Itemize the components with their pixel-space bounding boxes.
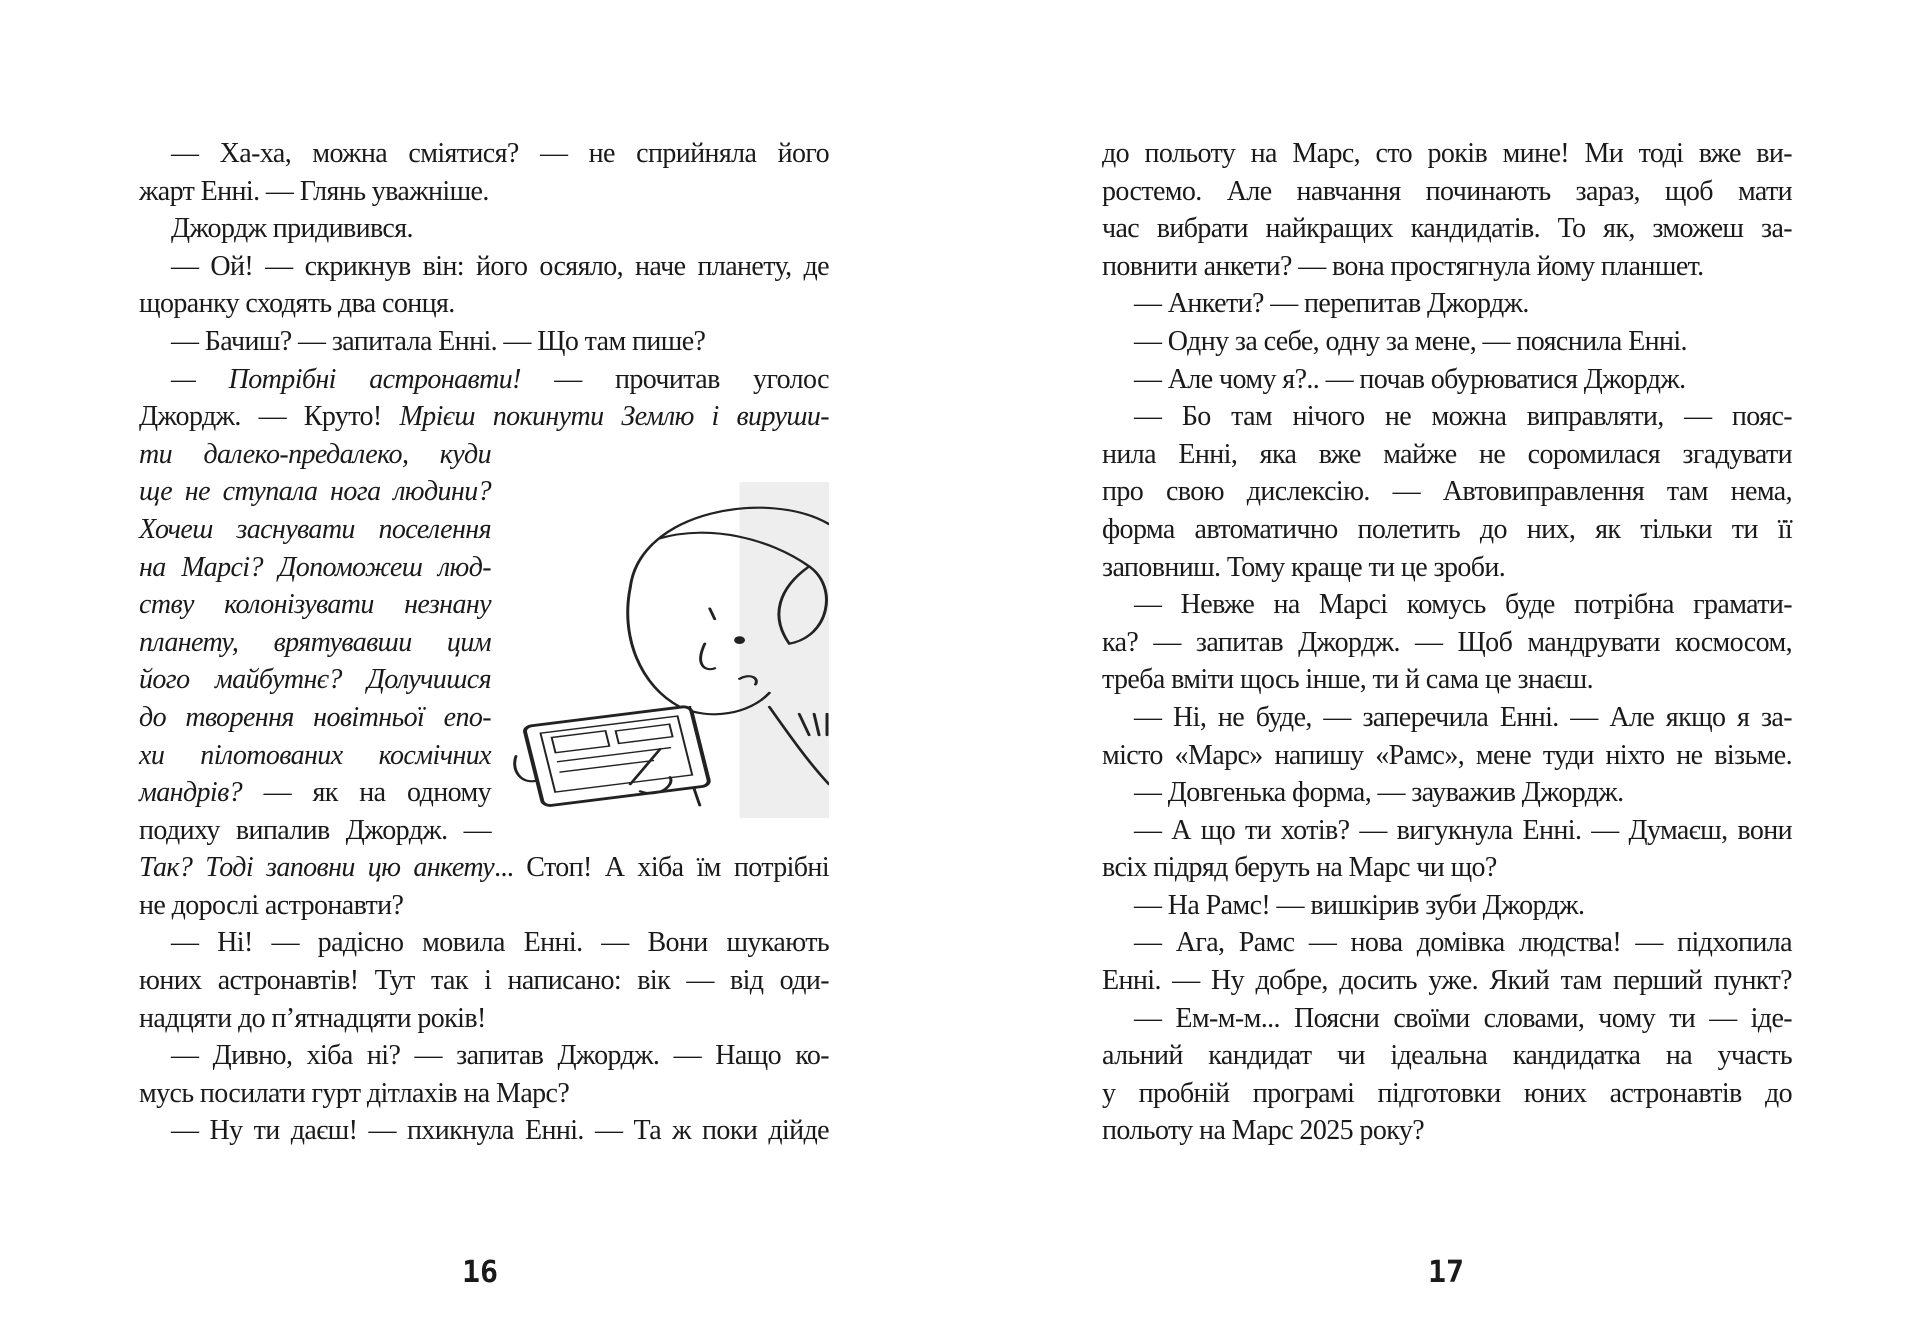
text-segment: — Бо там нічого не можна виправляти, — пояс-	[1134, 401, 1792, 433]
text-segment: ростемо. Але навчання починають зараз, щоб мати	[1102, 175, 1792, 207]
text-segment: про свою дислексію. — Автовиправлення там нема,	[1102, 476, 1792, 508]
text-line	[1102, 699, 1792, 737]
text-line	[139, 586, 491, 624]
text-segment: — прочитав уголос	[520, 363, 829, 395]
text-segment: — Ха-ха, можна сміятися? — не сприйняла його	[171, 138, 829, 169]
text-segment: — Довгенька форма, — зауважив Джордж.	[1134, 777, 1624, 809]
text-segment: час вибрати найкращих кандидатів. То як, зможеш за-	[1102, 213, 1792, 245]
text-segment: мандрів?	[139, 777, 243, 809]
text-line	[1102, 812, 1792, 850]
text-line	[1102, 962, 1792, 1000]
text-segment: — Одну за себе, одну за мене, — пояснила Енні.	[1134, 325, 1687, 357]
text-segment: ... Стоп! А хіба їм потрібні	[494, 852, 829, 884]
text-line	[1102, 285, 1792, 323]
text-segment: на Марсі? Допоможеш люд-	[139, 551, 491, 583]
text-segment: до польоту на Марс, сто років мине! Ми тоді вже ви-	[1102, 138, 1792, 169]
text-segment: — Ой! — скрикнув він: його осяяло, наче планету, де	[171, 250, 829, 282]
girl-with-tablet-illustration	[511, 482, 829, 818]
text-segment: треба вміти щось інше, ти й сама це знаєш.	[1102, 664, 1593, 696]
text-segment: —	[171, 363, 229, 395]
text-segment: не дорослі астронавти?	[139, 889, 404, 921]
text-segment: — Бачиш? — запитала Енні. — Що там пише?	[171, 325, 706, 357]
text-line	[139, 661, 491, 699]
text-segment: Потрібні астронавти!	[228, 363, 521, 395]
text-line	[1102, 398, 1792, 436]
text-line	[139, 285, 829, 323]
text-line	[1102, 436, 1792, 474]
text-line	[139, 887, 829, 925]
text-segment: — А що ти хотів? — вигукнула Енні. — Думаєш, вони	[1134, 814, 1792, 846]
text-line	[139, 962, 829, 1000]
text-line	[139, 436, 491, 474]
text-line	[139, 398, 829, 436]
text-segment: — Анкети? — перепитав Джордж.	[1134, 288, 1529, 320]
text-line	[1102, 924, 1792, 962]
text-segment: — Ем-м-м... Поясни своїми словами, чому ти — іде-	[1134, 1002, 1792, 1034]
text-line	[1102, 248, 1792, 286]
text-line	[139, 1037, 829, 1075]
text-line	[139, 699, 491, 737]
text-segment: юних астронавтів! Тут так і написано: вік — від оди-	[139, 965, 829, 997]
text-segment: — Але чому я?.. — почав обурюватися Джордж.	[1134, 363, 1686, 395]
text-segment: — Дивно, хіба ні? — запитав Джордж. — Нащо ко-	[171, 1040, 829, 1072]
text-line	[1102, 511, 1792, 549]
text-segment: форма автоматично полетить до них, як тільки ти її	[1102, 513, 1792, 545]
text-line	[139, 549, 491, 587]
text-line	[1102, 774, 1792, 812]
text-line	[1102, 661, 1792, 699]
text-segment: Так? Тоді заповни цю анкету	[139, 852, 495, 884]
text-line	[139, 924, 829, 962]
text-line	[139, 774, 491, 812]
text-segment: його майбутнє? Долучишся	[139, 664, 491, 696]
text-segment: — Ні! — радісно мовила Енні. — Вони шукають	[171, 927, 829, 959]
text-segment: Джордж. — Круто!	[139, 401, 400, 433]
text-segment: жарт Енні. — Глянь уважніше.	[139, 175, 489, 207]
text-segment: мусь посилати гурт дітлахів на Марс?	[139, 1077, 570, 1109]
text-segment: заповниш. Тому краще ти це зроби.	[1102, 551, 1506, 583]
text-segment: Джордж придивився.	[171, 213, 413, 245]
text-line	[139, 473, 491, 511]
text-line	[139, 1000, 829, 1038]
text-segment: Енні. — Ну добре, досить уже. Який там перший пункт?	[1102, 965, 1792, 997]
text-segment: у пробній програмі підготовки юних астронавтів до	[1102, 1077, 1792, 1109]
text-line	[1102, 323, 1792, 361]
text-segment: — Ну ти даєш! — пхикнула Енні. — Та ж поки дійде	[171, 1115, 829, 1147]
text-segment: ще не ступала нога людини?	[139, 476, 491, 508]
text-segment: альний кандидат чи ідеальна кандидатка на участь	[1102, 1040, 1792, 1072]
text-line	[1102, 1037, 1792, 1075]
text-line	[1102, 473, 1792, 511]
text-line	[139, 248, 829, 286]
text-line	[1102, 210, 1792, 248]
text-segment: — Ага, Рамс — нова домівка людства! — підхопила	[1134, 927, 1792, 959]
text-line	[139, 849, 829, 887]
text-line	[1102, 173, 1792, 211]
text-segment: — На Рамс! — вишкірив зуби Джордж.	[1134, 889, 1585, 921]
text-line	[139, 1112, 829, 1150]
text-line	[1102, 849, 1792, 887]
text-segment: повнити анкети? — вона простягнула йому планшет.	[1102, 250, 1704, 282]
text-segment: щоранку сходять два сонця.	[139, 288, 455, 320]
page-number-left: 16	[462, 1255, 499, 1290]
text-segment: ству колонізувати незнану	[139, 589, 491, 621]
text-line	[139, 210, 829, 248]
text-segment: ка? — запитав Джордж. — Щоб мандрувати космосом,	[1102, 626, 1792, 658]
text-line	[1102, 1075, 1792, 1113]
page-number-right: 17	[1428, 1255, 1465, 1290]
text-segment: — як на одному	[242, 777, 491, 809]
text-segment: хи пілотованих космічних	[139, 739, 491, 771]
text-segment: Хочеш заснувати поселення	[139, 513, 491, 545]
text-line	[139, 173, 829, 211]
text-segment: нила Енні, яка вже майже не соромилася згадувати	[1102, 438, 1792, 470]
text-line	[1102, 586, 1792, 624]
text-segment: — Невже на Марсі комусь буде потрібна грамати-	[1134, 589, 1792, 621]
text-line	[139, 1075, 829, 1113]
text-line	[1102, 887, 1792, 925]
text-segment: надцяти до п’ятнадцяти років!	[139, 1002, 486, 1034]
text-segment: місто «Марс» напишу «Рамс», мене туди ніхто не візьме.	[1102, 739, 1792, 771]
right-page-text	[1102, 135, 1792, 1150]
text-line	[1102, 549, 1792, 587]
text-segment: польоту на Марс 2025 року?	[1102, 1115, 1425, 1147]
text-segment: планету, врятувавши цим	[139, 626, 491, 658]
text-line	[1102, 624, 1792, 662]
text-segment: Мрієш покинути Землю і вируши-	[399, 401, 829, 433]
text-line	[139, 135, 829, 173]
text-line	[139, 812, 491, 850]
text-segment: до творення новітньої епо-	[139, 701, 491, 733]
text-line	[139, 737, 491, 775]
text-line	[139, 323, 829, 361]
text-line	[1102, 1112, 1792, 1150]
text-segment: — Ні, не буде, — заперечила Енні. — Але якщо я за-	[1134, 701, 1792, 733]
text-line	[1102, 737, 1792, 775]
text-segment: подиху випалив Джордж. —	[139, 814, 491, 846]
text-line	[139, 511, 491, 549]
text-line	[1102, 361, 1792, 399]
text-line	[1102, 135, 1792, 173]
text-line	[1102, 1000, 1792, 1038]
text-segment: всіх підряд беруть на Марс чи що?	[1102, 852, 1497, 884]
text-line	[139, 624, 491, 662]
text-segment: ти далеко-предалеко, куди	[139, 438, 491, 470]
text-line	[139, 361, 829, 399]
